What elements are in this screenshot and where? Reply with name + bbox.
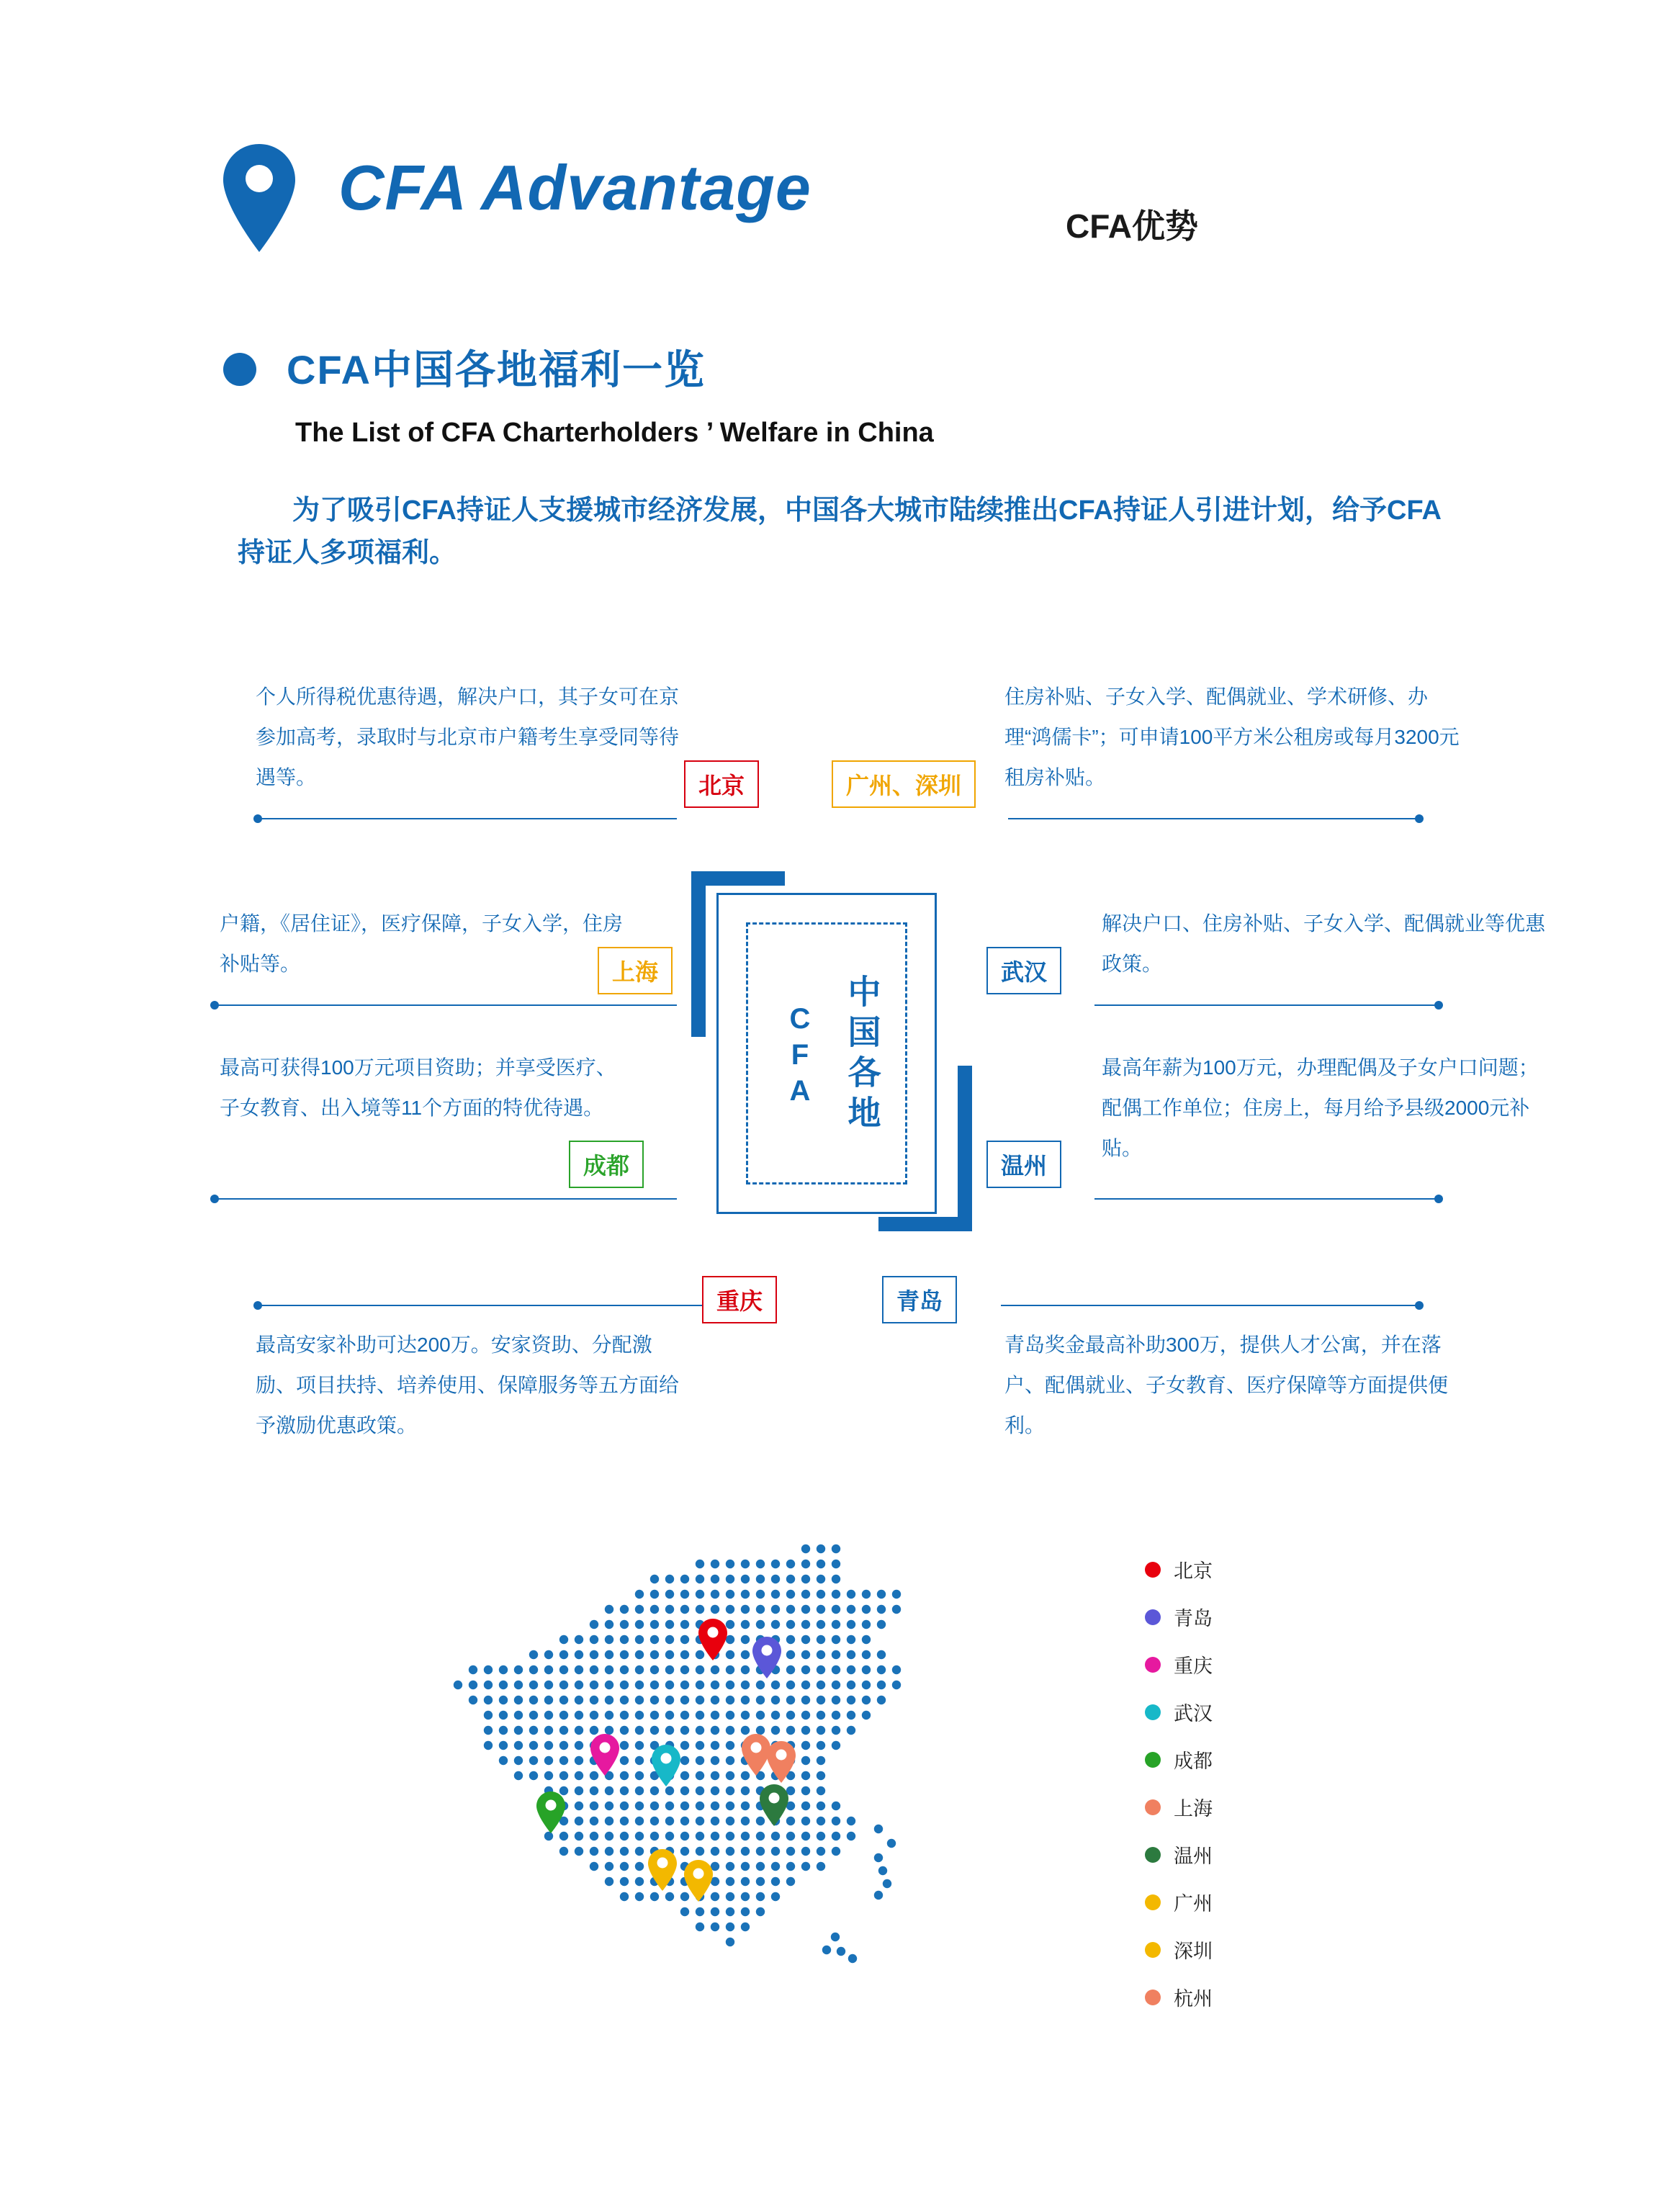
legend-label: 上海 (1174, 1798, 1213, 1820)
city-tag-chongqing: 重庆 (702, 1276, 777, 1323)
divider-dot-wenzhou (1434, 1195, 1443, 1203)
divider-dot-chengdu (210, 1195, 219, 1203)
badge-corner-top-arm (691, 871, 785, 886)
china-dot-map (374, 1455, 1138, 2117)
legend-label: 青岛 (1174, 1608, 1213, 1629)
legend-label: 杭州 (1174, 1988, 1213, 2010)
badge-corner-bottom-arm (878, 1217, 972, 1231)
legend-label: 温州 (1174, 1845, 1213, 1867)
info-block-qingdao (1004, 1325, 1465, 1446)
legend-item (1145, 1983, 1213, 2011)
info-text: 户籍，《居住证》，医疗保障，子女入学，住房补贴等。 (220, 912, 624, 975)
bullet-dot-icon (223, 353, 256, 386)
divider-chongqing (259, 1305, 720, 1306)
legend-label: 北京 (1174, 1560, 1213, 1582)
section-subtitle: The List of CFA Charterholders ’ Welfare in China (295, 418, 934, 448)
legend-item (1145, 1603, 1213, 1631)
divider-dot-chongqing (253, 1301, 262, 1310)
divider-dot-qingdao (1415, 1301, 1424, 1310)
map-pin-icon (742, 1734, 770, 1779)
legend-label: 武汉 (1174, 1703, 1213, 1725)
legend-item (1145, 1698, 1213, 1726)
info-text: 最高可获得100万元项目资助；并享受医疗、子女教育、出入境等11个方面的特优待遇。 (220, 1056, 616, 1119)
info-block-beijing (256, 677, 688, 798)
city-tag-beijing: 北京 (684, 760, 759, 808)
divider-wuhan (1094, 1004, 1440, 1006)
info-text: 住房补贴、子女入学、配偶就业、学术研修、办理“鸿儒卡”；可申请100平方米公租房或每月3200元租房补贴。 (1004, 685, 1460, 788)
divider-beijing (259, 818, 677, 819)
legend-item (1145, 1840, 1213, 1869)
info-text: 个人所得税优惠待遇，解决户口，其子女可在京参加高考，录取时与北京市户籍考生享受同等待遇等。 (256, 685, 680, 788)
map-pin-icon (652, 1745, 680, 1790)
map-pin-icon (223, 144, 295, 252)
legend-item (1145, 1745, 1213, 1773)
city-tag-chengdu: 成都 (569, 1141, 644, 1188)
divider-dot-beijing (253, 814, 262, 823)
divider-guangzhou (1008, 818, 1422, 819)
info-block-wuhan (1102, 904, 1548, 984)
info-block-chengdu (220, 1048, 623, 1128)
map-pin-icon (648, 1849, 677, 1894)
map-dots (374, 1455, 1138, 2117)
map-pin-icon (684, 1860, 713, 1905)
divider-dot-guangzhou (1415, 814, 1424, 823)
legend-label: 重庆 (1174, 1655, 1213, 1677)
badge-corner-bottom (958, 1066, 972, 1231)
divider-dot-shanghai (210, 1001, 219, 1010)
city-tag-wuhan: 武汉 (986, 947, 1061, 994)
badge-frame (716, 893, 937, 1214)
legend-item (1145, 1936, 1213, 1964)
info-block-shanghai (220, 904, 623, 984)
info-block-wenzhou (1102, 1048, 1548, 1169)
page-title-cn: CFA优势 (1066, 207, 1198, 245)
legend-color-dot-icon (1145, 1942, 1161, 1958)
map-pin-icon (767, 1741, 796, 1786)
legend-color-dot-icon (1145, 1609, 1161, 1625)
map-pin-icon (760, 1784, 788, 1830)
legend-label: 成都 (1174, 1750, 1213, 1772)
divider-qingdao (1001, 1305, 1422, 1306)
section-title: CFA中国各地福利一览 (287, 347, 706, 392)
divider-wenzhou (1094, 1198, 1440, 1200)
legend-color-dot-icon (1145, 1752, 1161, 1768)
badge-text-cn: 中国各地 (843, 974, 881, 1136)
legend-color-dot-icon (1145, 1799, 1161, 1815)
info-text: 最高年薪为100万元，办理配偶及子女户口问题；配偶工作单位；住房上，每月给予县级2000元补贴。 (1102, 1056, 1539, 1159)
legend-color-dot-icon (1145, 1894, 1161, 1910)
info-text: 最高安家补助可达200万。安家资助、分配激励、项目扶持、培养使用、保障服务等五方面给予激励优惠政策。 (256, 1334, 680, 1437)
city-tag-shanghai: 上海 (598, 947, 673, 994)
center-badge (691, 871, 972, 1231)
legend-label: 广州 (1174, 1893, 1213, 1915)
legend-label: 深圳 (1174, 1941, 1213, 1962)
legend-item (1145, 1793, 1213, 1821)
legend-item (1145, 1888, 1213, 1916)
map-legend (1145, 1555, 1213, 2031)
info-text: 解决户口、住房补贴、子女入学、配偶就业等优惠政策。 (1102, 912, 1546, 975)
legend-color-dot-icon (1145, 1704, 1161, 1720)
city-tag-qingdao: 青岛 (882, 1276, 957, 1323)
map-pin-icon (590, 1734, 619, 1779)
legend-color-dot-icon (1145, 1990, 1161, 2005)
badge-corner-top (691, 871, 706, 1037)
legend-item (1145, 1650, 1213, 1678)
legend-color-dot-icon (1145, 1847, 1161, 1863)
legend-color-dot-icon (1145, 1562, 1161, 1578)
badge-text-cfa: CFA (784, 1003, 816, 1111)
city-tag-wenzhou: 温州 (986, 1141, 1061, 1188)
divider-shanghai (216, 1004, 677, 1006)
map-pin-icon (752, 1637, 781, 1682)
page-title: CFA Advantage (338, 152, 811, 223)
intro-paragraph: 为了吸引CFA持证人支援城市经济发展，中国各大城市陆续推出CFA持证人引进计划，给予CFA持证人多项福利。 (238, 495, 1442, 568)
info-block-guangzhou-shenzhen (1004, 677, 1465, 798)
map-pin-icon (536, 1791, 565, 1837)
legend-item (1145, 1555, 1213, 1583)
map-pin-icon (698, 1619, 727, 1664)
info-block-chongqing (256, 1325, 688, 1446)
info-text: 青岛奖金最高补助300万，提供人才公寓，并在落户、配偶就业、子女教育、医疗保障等方面提供便利。 (1004, 1334, 1449, 1437)
badge-inner-frame (746, 922, 907, 1184)
city-tag-guangzhou-shenzhen: 广州、深圳 (832, 760, 976, 808)
divider-chengdu (216, 1198, 677, 1200)
legend-color-dot-icon (1145, 1657, 1161, 1673)
divider-dot-wuhan (1434, 1001, 1443, 1010)
